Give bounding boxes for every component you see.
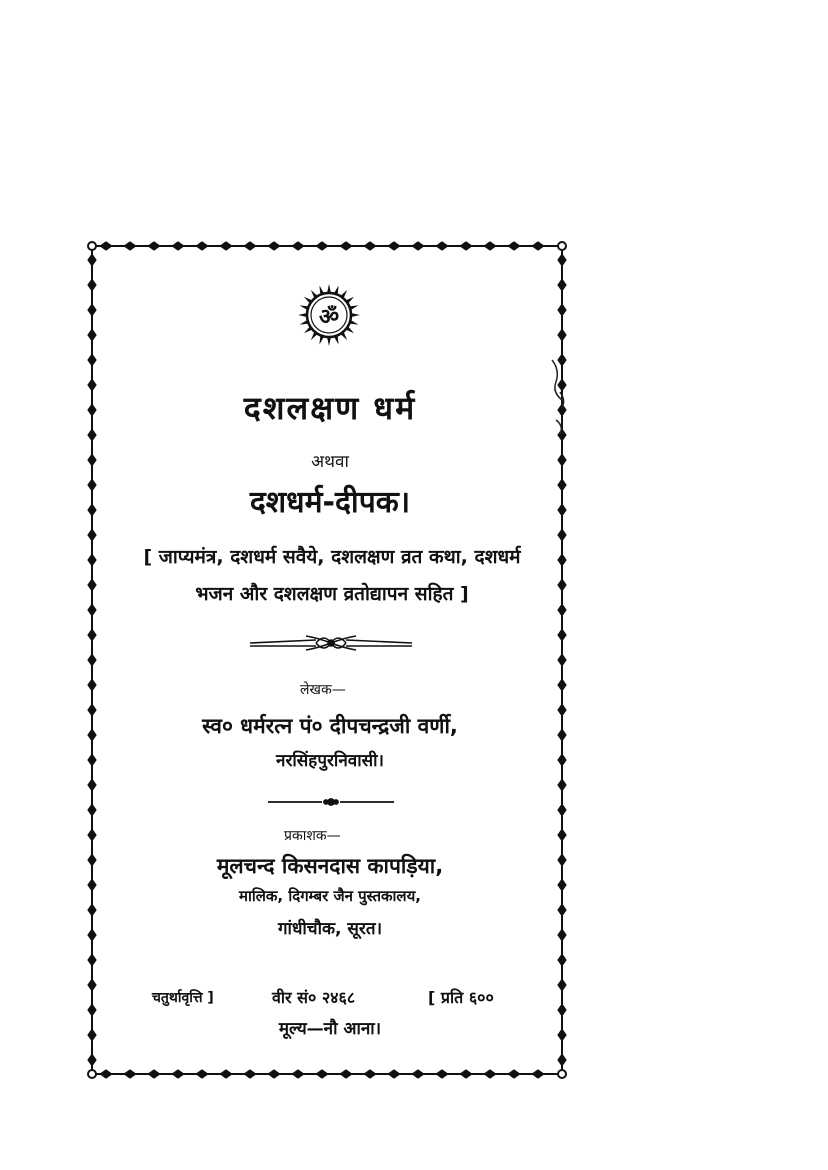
border-bead bbox=[559, 1055, 566, 1065]
edition-label: चतुर्थावृत्ति ] bbox=[152, 990, 214, 1006]
border-bead bbox=[341, 1071, 351, 1078]
price-label: मूल्य—नौ आना। bbox=[278, 1019, 382, 1039]
border-bead bbox=[559, 330, 566, 340]
emblem-ray bbox=[327, 337, 331, 346]
border-bead bbox=[89, 955, 96, 965]
border-bead bbox=[269, 1071, 279, 1078]
book-subtitle: दशधर्म-दीपक। bbox=[249, 485, 411, 520]
border-bead bbox=[89, 780, 96, 790]
border-bead bbox=[89, 1055, 96, 1065]
contents-line-1: [ जाप्यमंत्र, दशधर्म सवैये, दशलक्षण व्रत कथा, दशधर्म bbox=[143, 546, 521, 568]
publisher-name: मूलचन्द किसनदास कापड़िया, bbox=[216, 854, 444, 878]
border-bead bbox=[389, 1071, 399, 1078]
border-bead bbox=[197, 1071, 207, 1078]
copies-count: [ प्रति ६०० bbox=[428, 988, 494, 1007]
author-place: नरसिंहपुरनिवासी। bbox=[276, 751, 384, 771]
border-bead bbox=[89, 330, 96, 340]
border-bead bbox=[89, 905, 96, 915]
border-bead bbox=[89, 580, 96, 590]
border-bead bbox=[509, 1071, 519, 1078]
border-bead bbox=[559, 780, 566, 790]
border-bead bbox=[341, 243, 351, 250]
border-bead bbox=[509, 243, 519, 250]
border-bead bbox=[559, 1005, 566, 1015]
om-sun-emblem-icon bbox=[292, 272, 366, 358]
border-corner bbox=[88, 1070, 96, 1078]
border-bead bbox=[559, 355, 566, 365]
author-name: स्व० धर्मरत्न पं० दीपचन्द्रजी वर्णी, bbox=[202, 714, 458, 738]
decorative-flourish-icon bbox=[246, 630, 416, 656]
border-bead bbox=[269, 243, 279, 250]
border-bead bbox=[559, 580, 566, 590]
border-bead bbox=[89, 830, 96, 840]
border-bead bbox=[559, 980, 566, 990]
border-bead bbox=[533, 1071, 543, 1078]
border-bead bbox=[559, 530, 566, 540]
border-bead bbox=[559, 630, 566, 640]
border-bead bbox=[89, 805, 96, 815]
border-bead bbox=[389, 243, 399, 250]
border-bead bbox=[89, 280, 96, 290]
border-bead bbox=[89, 1005, 96, 1015]
border-corner bbox=[558, 242, 566, 250]
border-bead bbox=[221, 243, 231, 250]
border-bead bbox=[89, 980, 96, 990]
border-bead bbox=[559, 805, 566, 815]
border-bead bbox=[559, 555, 566, 565]
border-bead bbox=[559, 655, 566, 665]
border-bead bbox=[101, 1071, 111, 1078]
border-bead bbox=[89, 655, 96, 665]
publisher-org: मालिक, दिगम्बर जैन पुस्तकालय, bbox=[239, 887, 421, 905]
decorative-rule-icon bbox=[266, 795, 396, 809]
book-title: दशलक्षण धर्म bbox=[243, 389, 417, 427]
border-bead bbox=[125, 1071, 135, 1078]
border-bead bbox=[317, 243, 327, 250]
border-bead bbox=[89, 680, 96, 690]
border-bead bbox=[125, 243, 135, 250]
border-bead bbox=[485, 1071, 495, 1078]
border-bead bbox=[413, 1071, 423, 1078]
border-bead bbox=[173, 243, 183, 250]
border-bead bbox=[89, 305, 96, 315]
author-label: लेखक— bbox=[300, 682, 346, 698]
border-bead bbox=[245, 1071, 255, 1078]
border-bead bbox=[559, 255, 566, 265]
border-bead bbox=[149, 1071, 159, 1078]
border-bead bbox=[559, 830, 566, 840]
vira-samvat-year: वीर सं० २४६८ bbox=[272, 988, 356, 1007]
border-bead bbox=[197, 243, 207, 250]
emblem-ray bbox=[327, 284, 331, 293]
border-bead bbox=[317, 1071, 327, 1078]
svg-text:ॐ: ॐ bbox=[318, 305, 340, 330]
border-bead bbox=[89, 430, 96, 440]
border-bead bbox=[89, 255, 96, 265]
border-bead bbox=[173, 1071, 183, 1078]
border-bead bbox=[437, 1071, 447, 1078]
border-corner bbox=[558, 1070, 566, 1078]
border-bead bbox=[559, 680, 566, 690]
border-bead bbox=[89, 605, 96, 615]
border-bead bbox=[101, 243, 111, 250]
border-bead bbox=[559, 905, 566, 915]
border-bead bbox=[437, 243, 447, 250]
border-bead bbox=[221, 1071, 231, 1078]
border-bead bbox=[245, 243, 255, 250]
border-bead bbox=[559, 605, 566, 615]
border-bead bbox=[365, 243, 375, 250]
border-bead bbox=[559, 305, 566, 315]
emblem-ray bbox=[351, 313, 360, 317]
border-bead bbox=[461, 243, 471, 250]
publisher-label: प्रकाशक— bbox=[284, 828, 341, 844]
emblem-ray bbox=[298, 313, 307, 317]
border-bead bbox=[89, 555, 96, 565]
contents-line-2: भजन और दशलक्षण व्रतोद्यापन सहित ] bbox=[195, 583, 469, 605]
border-bead bbox=[413, 243, 423, 250]
border-bead bbox=[559, 280, 566, 290]
border-bead bbox=[293, 1071, 303, 1078]
or-conjunction: अथवा bbox=[311, 452, 349, 472]
border-bead bbox=[293, 243, 303, 250]
border-bead bbox=[485, 243, 495, 250]
border-bead bbox=[533, 243, 543, 250]
border-bead bbox=[365, 1071, 375, 1078]
border-bead bbox=[89, 630, 96, 640]
border-bead bbox=[89, 355, 96, 365]
border-bead bbox=[89, 530, 96, 540]
border-bead bbox=[149, 243, 159, 250]
border-bead bbox=[559, 430, 566, 440]
border-bead bbox=[559, 955, 566, 965]
border-bead bbox=[461, 1071, 471, 1078]
publisher-address: गांधीचौक, सूरत। bbox=[277, 919, 383, 939]
border-corner bbox=[88, 242, 96, 250]
